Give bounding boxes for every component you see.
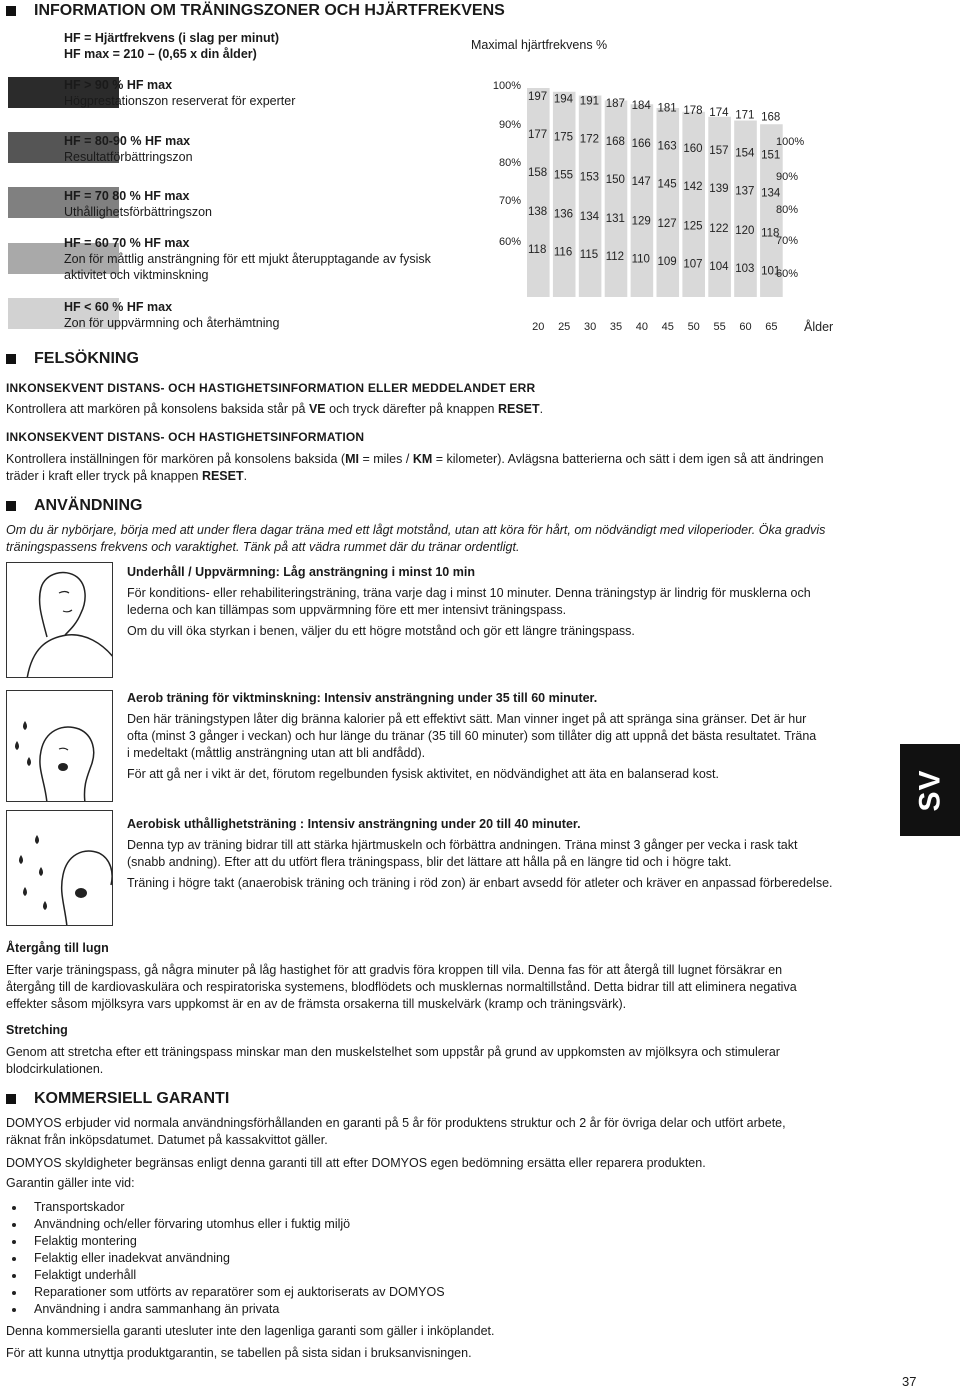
aerobic-title: Aerob träning för viktminskning: Intensiv ansträngning under 35 till 60 minuter.	[127, 691, 598, 705]
zone-text	[64, 133, 193, 165]
bullet-square-icon	[6, 1094, 16, 1104]
zone-title: HF < 60 % HF max	[64, 300, 173, 314]
bullet-square-icon	[6, 6, 16, 16]
hf-definition-1: HF = Hjärtfrekvens (i slag per minut)	[64, 31, 279, 45]
chart-bar	[579, 96, 602, 298]
person-relaxed-icon	[7, 563, 113, 678]
section-heading-usage: ANVÄNDNING	[6, 497, 142, 514]
person-exhausted-icon	[7, 811, 113, 926]
data-label: 155	[553, 169, 574, 182]
data-label: 181	[657, 102, 677, 115]
troubleshoot-heading-1: INKONSEKVENT DISTANS- OCH HASTIGHETSINFORMATION ELLER MEDDELANDET ERR	[6, 381, 536, 395]
zone-title: HF > 90 % HF max	[64, 78, 173, 92]
data-label: 103	[735, 263, 755, 276]
x-tick-label: 45	[661, 321, 674, 333]
zone-title: HF = 80-90 % HF max	[64, 134, 191, 148]
x-tick-label: 20	[532, 321, 545, 333]
x-tick-label: 30	[583, 321, 597, 333]
zone-desc: Resultatförbättringszon	[64, 150, 193, 164]
x-axis-title: Ålder	[804, 320, 834, 334]
endurance-text-1: Denna typ av träning bidrar till att stärka hjärtmuskeln och förbättra andningen. Träna minst 3 gånger per vecka i rask takt (snabb andning). Efter att du utfört flera träningspass, blir det lättare att hålla på en längre tid och i högre takt.	[127, 838, 798, 869]
y-axis-label-left: 100%	[492, 80, 521, 92]
list-item: Felaktigt underhåll	[6, 1267, 858, 1284]
data-label: 134	[579, 210, 599, 223]
data-label: 175	[553, 131, 574, 144]
x-tick-label: 60	[739, 321, 752, 333]
data-label: 142	[683, 180, 703, 193]
data-label: 187	[605, 97, 625, 110]
data-label: 153	[579, 171, 599, 184]
list-item: Transportskador	[6, 1199, 858, 1216]
chart-bar	[657, 108, 680, 297]
bullet-square-icon	[6, 501, 16, 511]
x-tick-label: 55	[713, 321, 726, 333]
x-tick-label: 50	[687, 321, 700, 333]
cooldown-text: Efter varje träningspass, gå några minuter på låg hastighet för att gradvis föra kroppen till vila. Denna fas för att återgå till lugnet försäkrar en återgång till de kardiovaskulära och respiratoriska systemens, blodflödets och musklernas normaltillstånd. Detta bidrar till att eliminera negativa effekter såsom mjölksyra vars uppkomst är en av de främsta orsakerna till muskelvärk (kramp och träningsvärk).	[6, 963, 797, 1011]
data-label: 131	[605, 213, 625, 226]
section-heading-warranty: KOMMERSIELL GARANTI	[6, 1090, 229, 1107]
data-label: 127	[657, 218, 677, 230]
chart-bar	[631, 104, 654, 297]
data-label: 129	[631, 215, 651, 228]
aerobic-block	[127, 690, 860, 787]
data-label: 151	[761, 149, 781, 162]
y-axis-label-left: 80%	[498, 157, 521, 169]
zone-text	[64, 77, 295, 109]
x-tick-label: 65	[765, 321, 778, 333]
troubleshoot-text-1: Kontrollera att markören på konsolens baksida står på VE och tryck därefter på knappen RESET.	[6, 402, 544, 416]
data-label: 168	[605, 135, 625, 148]
data-label: 174	[709, 107, 729, 120]
data-label: 125	[683, 220, 703, 233]
aerobic-text-1: Den här träningstypen låter dig bränna kalorier på ett effektivt sätt. Man vinner inget på att spränga sina gränser. Det är hur ofta (minst 3 gånger i veckan) och hur länge du tränar (35 till 60 minuter) som tillåter dig att uppnå det bästa resultatet. Träna i medeltakt (måttlig ansträngning utan att bli andfådd).	[127, 712, 817, 760]
aerobic-text-2: För att gå ner i vikt är det, förutom regelbunden fysisk aktivitet, en nödvändighet att äta en balanserad kost.	[127, 767, 720, 781]
warranty-text-1: DOMYOS erbjuder vid normala användningsförhållanden en garanti på 5 år för produktens struktur och 2 år för övriga delar och utfört arbete, räknat från inköpsdatumet. Datumet på kassakvittot gäller.	[6, 1116, 786, 1147]
list-item: Användning i andra sammanhang än privata	[6, 1301, 858, 1318]
aerobic-illustration	[6, 690, 113, 802]
data-label: 107	[683, 258, 703, 271]
cooldown-title: Återgång till lugn	[6, 941, 109, 955]
hf-definition-2: HF max = 210 – (0,65 x din ålder)	[64, 47, 257, 61]
y-axis-label-right: 90%	[776, 171, 799, 183]
x-tick-label: 25	[558, 321, 571, 333]
data-label: 120	[735, 225, 755, 238]
data-label: 136	[553, 208, 574, 221]
data-label: 154	[735, 147, 755, 160]
y-axis-label-right: 70%	[776, 235, 799, 247]
warranty-text-4: Denna kommersiella garanti utesluter inte den lagenliga garanti som gäller i inköplandet.	[6, 1324, 495, 1338]
data-label: 139	[709, 183, 729, 196]
stretching-text: Genom att stretcha efter ett träningspass minskar man den muskelstelhet som uppstår på grund av uppkomsten av mjölksyra och stimulerar blodcirkulationen.	[6, 1045, 780, 1076]
endurance-title: Aerobisk uthållighetsträning : Intensiv ansträngning under 20 till 40 minuter.	[127, 817, 581, 831]
data-label: 116	[553, 246, 573, 259]
data-label: 101	[761, 265, 781, 278]
heart-rate-chart	[470, 70, 860, 340]
data-label: 194	[553, 93, 574, 106]
zone-desc-2: aktivitet och viktminskning	[64, 268, 209, 282]
data-label: 118	[528, 244, 547, 256]
data-label: 110	[631, 253, 650, 266]
language-tab: SV	[900, 744, 960, 836]
zone-desc: Uthållighetsförbättringszon	[64, 205, 212, 219]
warmup-title: Underhåll / Uppvärmning: Låg ansträngning i minst 10 min	[127, 565, 475, 579]
page-number: 37	[902, 1374, 917, 1389]
warranty-text-2: DOMYOS skyldigheter begränsas enligt denna garanti till att efter DOMYOS egen bedömning ersätta eller reparera produkten.	[6, 1156, 706, 1170]
data-label: 163	[657, 140, 677, 153]
zone-desc: Högprestationszon reserverat för experter	[64, 94, 296, 108]
bullet-square-icon	[6, 354, 16, 364]
troubleshoot-text-2: Kontrollera inställningen för markören på konsolens baksida (MI = miles / KM = kilometer). Avlägsna batterierna och sätt i dem igen så att ändringen träder i kraft eller tryck på knappen RESET.	[6, 452, 824, 483]
zone-text	[64, 188, 212, 220]
y-axis-label-right: 60%	[776, 268, 799, 280]
endurance-illustration	[6, 810, 113, 926]
data-label: 191	[579, 95, 599, 108]
section-heading-training-zones: INFORMATION OM TRÄNINGSZONER OCH HJÄRTFREKVENS	[6, 2, 505, 19]
data-label: 166	[631, 138, 651, 151]
data-label: 134	[761, 187, 781, 200]
data-label: 112	[605, 251, 625, 264]
list-item: Reparationer som utförts av reparatörer som ej auktoriserats av DOMYOS	[6, 1284, 858, 1301]
data-label: 197	[528, 91, 548, 103]
list-item: Felaktig eller inadekvat användning	[6, 1250, 858, 1267]
data-label: 160	[683, 142, 703, 155]
zone-desc: Zon för uppvärmning och återhämtning	[64, 316, 280, 330]
data-label: 104	[709, 260, 729, 273]
warranty-exclusions	[6, 1197, 858, 1320]
warranty-text-5: För att kunna utnyttja produktgarantin, se tabellen på sista sidan i bruksanvisningen.	[6, 1346, 472, 1360]
endurance-block	[127, 816, 860, 896]
zone-title: HF = 70 80 % HF max	[64, 189, 190, 203]
usage-intro: Om du är nybörjare, börja med att under flera dagar träna med ett lågt motstånd, utan att köra för hårt, om nödvändigt med viloperioder. Öka gradvis träningspassens frekvens och varaktighet. Tänk på att vädra rummet där du tränar ordentligt.	[6, 523, 826, 554]
data-label: 157	[709, 145, 729, 158]
y-axis-label-left: 70%	[498, 195, 521, 207]
y-axis-label-right: 100%	[776, 136, 805, 148]
data-label: 115	[579, 248, 599, 261]
list-item: Felaktig montering	[6, 1233, 858, 1250]
zone-title: HF = 60 70 % HF max	[64, 236, 190, 250]
warmup-illustration	[6, 562, 113, 678]
y-axis-label-right: 80%	[776, 204, 799, 216]
person-sweating-icon	[7, 691, 113, 802]
section-heading-troubleshooting: FELSÖKNING	[6, 350, 139, 367]
data-label: 147	[631, 176, 651, 189]
data-label: 158	[528, 167, 548, 179]
data-label: 178	[683, 104, 703, 117]
warmup-text-2: Om du vill öka styrkan i benen, väljer du ett högre motstånd och gör ett längre träningspass.	[127, 624, 635, 638]
chart-bar	[605, 101, 628, 298]
data-label: 150	[605, 173, 625, 186]
list-item: Användning och/eller förvaring utomhus eller i fuktig miljö	[6, 1216, 858, 1233]
troubleshoot-heading-2: INKONSEKVENT DISTANS- OCH HASTIGHETSINFORMATION	[6, 430, 365, 444]
zone-text	[64, 299, 279, 331]
data-label: 109	[657, 256, 677, 268]
data-label: 122	[709, 222, 729, 235]
stretching-title: Stretching	[6, 1023, 68, 1037]
warmup-text-1: För konditions- eller rehabiliteringsträning, träna varje dag i minst 10 minuter. Denna träningstyp är lindrig för musklerna och lederna och kan tillämpas som uppvärmning före ett mer intensivt träningspass.	[127, 586, 811, 617]
data-label: 137	[735, 185, 755, 198]
chart-title: Maximal hjärtfrekvens %	[471, 38, 608, 52]
x-tick-label: 40	[635, 321, 649, 333]
x-tick-label: 35	[609, 321, 623, 333]
endurance-text-2: Träning i högre takt (anaerobisk träning och träning i röd zon) är enbart avsedd för atleter och kräver en anpassad förberedelse.	[127, 876, 833, 890]
chart-bar	[527, 88, 550, 297]
data-label: 171	[735, 109, 755, 122]
data-label: 138	[528, 206, 548, 218]
zone-desc: Zon för måttlig ansträngning för ett mjukt återupptagande av fysisk	[64, 252, 431, 266]
data-label: 118	[761, 227, 780, 240]
data-label: 184	[631, 100, 651, 113]
warranty-text-3: Garantin gäller inte vid:	[6, 1176, 135, 1190]
data-label: 168	[761, 111, 781, 124]
warmup-block	[127, 564, 860, 644]
chart-bar	[553, 92, 576, 297]
y-axis-label-left: 90%	[498, 119, 521, 131]
data-label: 172	[579, 133, 599, 146]
zone-text	[64, 235, 431, 283]
data-label: 177	[528, 129, 548, 141]
data-label: 145	[657, 178, 677, 191]
y-axis-label-left: 60%	[498, 236, 521, 248]
